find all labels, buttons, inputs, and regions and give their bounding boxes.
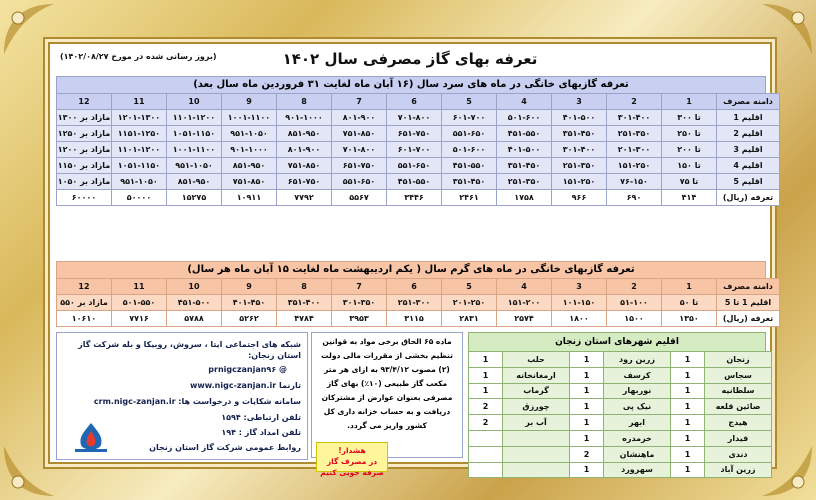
table-cell: ۲۰۱-۳۰۰ [607,142,662,158]
table-cell: اقلیم 4 [717,158,780,174]
complaints-link[interactable]: سامانه شکایات و درخواست ها: crm.nigc-zanjan.ir [93,397,301,406]
table-cell: ۵۰۱-۶۰۰ [442,142,497,158]
table-cell: ۵۰۱-۶۰۰ [497,110,552,126]
table-cell: ۱۰۰۱-۱۱۰۰ [222,110,277,126]
table-row [57,126,780,142]
table-cell: 2 [607,279,662,295]
table-cell: ۲۵۱-۳۵۰ [552,158,607,174]
contact-box [56,332,308,460]
table-cell: ۳۵۱-۴۰۰ [277,295,332,311]
city-name: ارمغانخانه [503,367,570,383]
city-climate: 2 [469,415,503,431]
table-row [57,295,780,311]
city-climate: 1 [671,383,705,399]
table-cell: مازاد بر ۵۵۰ [57,295,112,311]
emergency-number: تلفن امداد گاز : ۱۹۴ [221,428,301,437]
table-row [469,399,772,415]
table-cell: ۴۰۱-۵۰۰ [552,110,607,126]
city-climate: 1 [570,462,604,478]
table-cell: 4 [497,279,552,295]
table-cell: 2 [607,94,662,110]
city-name: زرین آباد [705,462,772,478]
table-cell: 10 [167,94,222,110]
tariff-sheet [48,42,774,477]
table-cell: مازاد بر ۱۰۵۰ [57,174,112,190]
table-cell: ۲۵۱-۳۰۰ [387,295,442,311]
alert-box [316,442,388,477]
table-cell: 4 [497,94,552,110]
table-cell: ۳۵۱-۴۵۰ [442,174,497,190]
table-cell: ۱۰۱-۱۵۰ [552,295,607,311]
city-climate: 1 [469,367,503,383]
table-cell: ۱۵۱-۲۰۰ [497,295,552,311]
table-cell: ۴۰۱-۴۵۰ [222,295,277,311]
table-cell: تعرفه (ریال) [717,190,780,206]
table-cell: ۱۰۵۱-۱۱۵۰ [167,126,222,142]
website-link[interactable]: تارنما www.nigc-zanjan.ir [189,381,301,390]
table-cell: مازاد بر ۱۲۰۰ [57,142,112,158]
table-cell: ۹۵۱-۱۰۵۰ [112,174,167,190]
table-cell: مازاد بر ۱۲۵۰ [57,126,112,142]
table-cell: اقلیم 5 [717,174,780,190]
warm-season-table [56,278,780,327]
city-climate: 1 [469,352,503,368]
table-cell: ۴۵۱-۵۰۰ [167,295,222,311]
city-climate: 1 [570,352,604,368]
table-cell: ۴۵۱-۵۵۰ [442,158,497,174]
table-cell: ۸۰۱-۹۰۰ [332,110,387,126]
table-cell: ۵۷۸۸ [167,311,222,327]
city-climate: 1 [671,430,705,446]
table-row [469,352,772,368]
table-cell: ۱۷۵۸ [497,190,552,206]
table-cell: 12 [57,279,112,295]
table-cell: 7 [332,279,387,295]
table-cell: مازاد بر ۱۳۰۰ [57,110,112,126]
table-cell: ۹۰۱-۱۰۰۰ [222,142,277,158]
table-cell: ۶۹۰ [607,190,662,206]
table-row [469,367,772,383]
table-cell: تا ۱۵۰ [662,158,717,174]
table-cell: تا ۵۰ [662,295,717,311]
city-name: زرین رود [604,352,671,368]
table-cell: ۱۰۵۱-۱۱۵۰ [112,158,167,174]
cold-season-title: تعرفه گازبهای خانگی در ماه های سرد سال (۱۶ آبان ماه لغایت ۳۱ فروردین ماه سال بعد) [56,76,766,94]
table-cell: 8 [277,94,332,110]
table-row [57,311,780,327]
table-cell: مازاد بر ۱۱۵۰ [57,158,112,174]
table-cell: ۳۰۱-۳۵۰ [332,295,387,311]
table-cell: ۶۵۱-۷۵۰ [277,174,332,190]
table-cell: دامنه مصرف [717,279,780,295]
city-name: سلطانیه [705,383,772,399]
table-cell: اقلیم 2 [717,126,780,142]
table-cell: تا ۲۰۰ [662,142,717,158]
table-row [469,462,772,478]
table-cell: ۱۵۱-۲۵۰ [552,174,607,190]
city-name: ماهنشان [604,446,671,462]
city-name: سهرورد [604,462,671,478]
city-climate: 1 [570,430,604,446]
city-name: ابهر [604,415,671,431]
table-row [469,446,772,462]
table-cell: ۱۱۵۱-۱۲۵۰ [112,126,167,142]
table-cell: ۷۵۱-۸۵۰ [332,126,387,142]
table-cell: ۳۴۴۶ [387,190,442,206]
phone-number: تلفن ارتباطی: ۱۵۹۴ [221,413,301,422]
city-climate: 2 [570,446,604,462]
table-cell: ۷۰۱-۸۰۰ [387,110,442,126]
table-cell: ۵۱-۱۰۰ [607,295,662,311]
table-cell: ۷۷۹۲ [277,190,332,206]
table-row [57,94,780,110]
notice-box: ماده ۶۵ الحاق برخی مواد به قوانین تنظیم بخشی از مقررات مالی دولت (۲) مصوب ۹۳/۴/۱۲ به ازای هر متر مکعب گاز طبیعی (۱۰٪) بهای گاز مصرفی بعنوان عوارض از مشترکان دریافت و به حساب خزانه داری کل کشور واریز می گردد. [311,332,463,458]
table-row [57,142,780,158]
table-cell: ۲۸۳۱ [442,311,497,327]
table-cell: ۹۵۱-۱۰۵۰ [167,158,222,174]
table-row [469,383,772,399]
table-cell: ۵۰۱-۵۵۰ [112,295,167,311]
table-cell: ۱۰۰۱-۱۱۰۰ [167,142,222,158]
table-cell: ۷۰۱-۸۰۰ [332,142,387,158]
city-climate [469,446,503,462]
city-climate: 1 [671,446,705,462]
cities-title: اقلیم شهرهای استان زنجان [468,332,766,352]
city-climate: 1 [671,415,705,431]
cold-season-table [56,93,780,206]
city-climate: 1 [671,367,705,383]
social-handle[interactable]: @ prnigczanjan۹۶ [208,365,287,374]
city-name [503,462,570,478]
table-cell: ۹۵۱-۱۰۵۰ [222,126,277,142]
table-cell: ۱۰۹۱۱ [222,190,277,206]
table-cell: ۱۵۰۰ [607,311,662,327]
table-cell: 12 [57,94,112,110]
table-cell: ۵۵۱-۶۵۰ [442,126,497,142]
table-cell: ۵۵۱-۶۵۰ [387,158,442,174]
alert-title: هشدار! [338,446,366,455]
city-climate: 2 [469,399,503,415]
city-name: هیدج [705,415,772,431]
table-cell: ۱۸۰۰ [552,311,607,327]
table-cell: ۶۰۰۰۰ [57,190,112,206]
table-cell: 11 [112,94,167,110]
city-name: قیدار [705,430,772,446]
table-cell: 7 [332,94,387,110]
table-cell: ۳۱۱۵ [387,311,442,327]
table-cell: ۸۵۱-۹۵۰ [167,174,222,190]
table-cell: ۵۲۶۲ [222,311,277,327]
city-name: چورزق [503,399,570,415]
city-name: نوربهار [604,383,671,399]
table-cell: تعرفه (ریال) [717,311,780,327]
social-networks-text: شبکه های اجتماعی ایتا ، سروش، روبیکا و بله شرکت گاز استان زنجان: [78,340,301,360]
city-climate: 1 [570,415,604,431]
table-cell: ۴۱۴ [662,190,717,206]
table-cell: ۱۱۰۱-۱۲۰۰ [112,142,167,158]
table-cell: ۱۵۱-۲۵۰ [607,158,662,174]
table-cell: ۶۰۱-۷۰۰ [442,110,497,126]
table-cell: ۳۵۱-۴۵۰ [552,126,607,142]
table-cell: ۵۵۶۷ [332,190,387,206]
city-name: صائین قلعه [705,399,772,415]
table-row [469,415,772,431]
city-climate: 1 [671,462,705,478]
table-cell: اقلیم 1 تا 5 [717,295,780,311]
table-row [57,158,780,174]
table-cell: ۴۷۸۴ [277,311,332,327]
update-date: (بروز رسانی شده در مورخ ۱۴۰۲/۰۸/۲۷) [60,52,217,61]
table-cell: ۳۹۵۳ [332,311,387,327]
table-cell: ۶۵۱-۷۵۰ [387,126,442,142]
table-cell: ۲۴۶۱ [442,190,497,206]
city-name: سجاس [705,367,772,383]
table-row [57,279,780,295]
table-cell: ۹۰۱-۱۰۰۰ [277,110,332,126]
table-cell: دامنه مصرف [717,94,780,110]
city-name: نیک پی [604,399,671,415]
table-cell: 1 [662,279,717,295]
table-cell: ۲۰۱-۲۵۰ [442,295,497,311]
table-cell: ۴۵۱-۵۵۰ [497,126,552,142]
city-climate [469,430,503,446]
city-climate: 1 [570,367,604,383]
city-climate: 1 [570,383,604,399]
city-name [503,446,570,462]
table-row [57,110,780,126]
table-cell: 9 [222,94,277,110]
table-cell: 6 [387,279,442,295]
table-cell: 3 [552,94,607,110]
city-name: زنجان [705,352,772,368]
table-cell: ۸۵۱-۹۵۰ [222,158,277,174]
warm-season-title: تعرفه گازبهای خانگی در ماه های گرم سال ( یکم اردیبهشت ماه لغایت ۱۵ آبان ماه هر سال) [56,261,766,279]
table-cell: 8 [277,279,332,295]
city-name: دندی [705,446,772,462]
table-cell: ۴۵۱-۵۵۰ [387,174,442,190]
table-cell: 5 [442,279,497,295]
city-climate: 1 [671,352,705,368]
table-row [57,174,780,190]
table-row [469,430,772,446]
table-cell: ۱۰۶۱۰ [57,311,112,327]
table-cell: ۲۵۱-۳۵۰ [607,126,662,142]
city-climate [469,462,503,478]
table-cell: 10 [167,279,222,295]
table-cell: ۹۶۶ [552,190,607,206]
table-cell: اقلیم 1 [717,110,780,126]
table-cell: ۲۵۷۴ [497,311,552,327]
table-cell: 3 [552,279,607,295]
city-name: گرماب [503,383,570,399]
table-cell: 9 [222,279,277,295]
city-name [503,430,570,446]
table-cell: ۷۵۱-۸۵۰ [222,174,277,190]
table-cell: ۸۵۱-۹۵۰ [277,126,332,142]
table-cell: ۶۰۱-۷۰۰ [387,142,442,158]
table-cell: 5 [442,94,497,110]
table-cell: 1 [662,94,717,110]
table-cell: 6 [387,94,442,110]
table-cell: ۵۵۱-۶۵۰ [332,174,387,190]
table-cell: ۷۵۱-۸۵۰ [277,158,332,174]
table-cell: ۱۱۰۱-۱۲۰۰ [167,110,222,126]
cities-table [468,351,772,478]
table-cell: ۳۵۱-۴۵۰ [497,158,552,174]
page-title: تعرفه بهای گاز مصرفی سال ۱۴۰۲ [282,50,538,68]
city-climate: 1 [671,399,705,415]
table-cell: اقلیم 3 [717,142,780,158]
table-cell: ۱۳۵۰ [662,311,717,327]
alert-text: در مصرف گاز صرفه جویی کنیم [320,457,384,477]
city-name: کرسف [604,367,671,383]
table-cell: ۶۵۱-۷۵۰ [332,158,387,174]
table-cell: ۲۵۱-۳۵۰ [497,174,552,190]
table-cell: ۱۲۰۱-۱۳۰۰ [112,110,167,126]
table-cell: ۴۰۱-۵۰۰ [497,142,552,158]
city-climate: 1 [570,399,604,415]
pr-signature: روابط عمومی شرکت گاز استان زنجان [149,443,301,452]
city-name: آب بر [503,415,570,431]
table-row [57,190,780,206]
table-cell: تا ۷۵ [662,174,717,190]
gas-company-logo-icon [69,421,113,455]
table-cell: ۵۰۰۰۰ [112,190,167,206]
table-cell: تا ۳۰۰ [662,110,717,126]
table-cell: ۳۰۱-۴۰۰ [607,110,662,126]
table-cell: 11 [112,279,167,295]
table-cell: ۸۰۱-۹۰۰ [277,142,332,158]
city-name: حلب [503,352,570,368]
city-name: خرمدره [604,430,671,446]
table-cell: ۷۷۱۶ [112,311,167,327]
city-climate: 1 [469,383,503,399]
table-cell: ۷۶-۱۵۰ [607,174,662,190]
table-cell: تا ۲۵۰ [662,126,717,142]
table-cell: ۳۰۱-۴۰۰ [552,142,607,158]
table-cell: ۱۵۲۷۵ [167,190,222,206]
